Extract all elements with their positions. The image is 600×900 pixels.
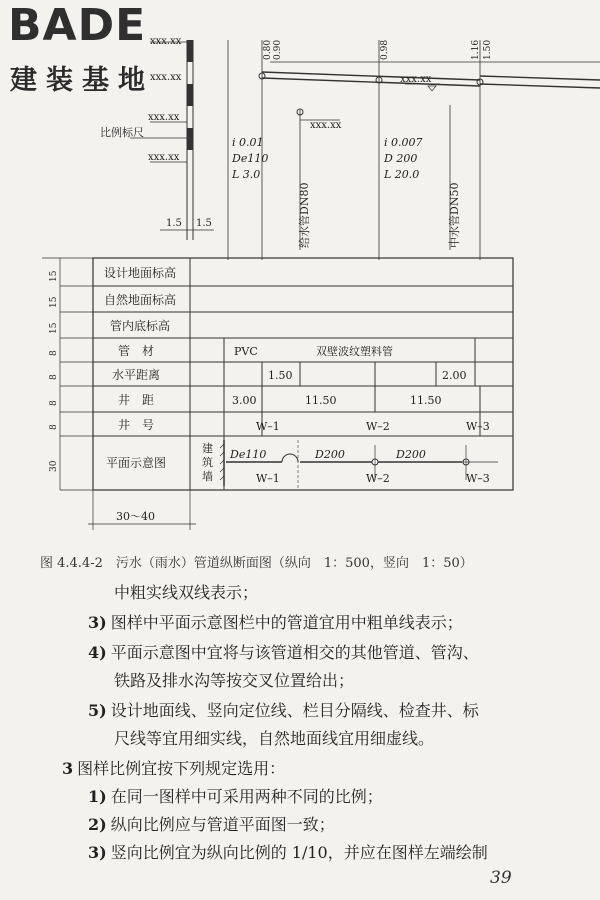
scale-ruler <box>100 36 214 240</box>
reclaimed-pipe-label: 中水管DN50 <box>448 182 461 248</box>
paragraph-line: 5) 设计地面线、竖向定位线、栏目分隔线、检查井、标 <box>88 701 479 720</box>
paragraph-line: 3) 图样中平面示意图栏中的管道宜用中粗单线表示； <box>88 613 463 632</box>
scale-mark: xxx.xx <box>148 112 180 123</box>
wall-label: 建 <box>202 442 213 455</box>
figure-caption: 图 4.4.4-2 污水（雨水）管道纵断面图（纵向 1：500，竖向 1：50） <box>40 556 473 571</box>
scale-dim-left: 1.5 <box>166 218 182 229</box>
level-mark: xxx.xx <box>310 120 342 131</box>
row-label: 管内底标高 <box>110 319 171 333</box>
row-label: 管 材 <box>118 344 155 358</box>
elev-label: 0.90 <box>273 39 283 60</box>
scale-label: 比例标尺 <box>100 126 144 139</box>
row-label: 井 号 <box>118 418 155 432</box>
plan-pipe-label: D200 <box>396 448 426 461</box>
well-spacing: 11.50 <box>410 394 442 407</box>
well-spacing: 11.50 <box>305 394 337 407</box>
paragraph-line: 3) 竖向比例宜为纵向比例的 1/10，并应在图样左端绘制 <box>88 843 488 862</box>
material-pvc: PVC <box>234 345 258 358</box>
row-height: 8 <box>49 424 59 430</box>
well-number: W–2 <box>366 420 390 433</box>
scale-dim-right: 1.5 <box>196 218 212 229</box>
row-label: 井 距 <box>118 393 155 407</box>
paragraph-line: 中粗实线双线表示； <box>114 583 259 602</box>
plan-well-label: W–1 <box>256 472 280 485</box>
scale-mark: xxx.xx <box>150 72 182 83</box>
plan-pipe-label: D200 <box>315 448 345 461</box>
row-height: 15 <box>49 296 59 308</box>
water-pipe-label: 给水管DN80 <box>298 182 311 248</box>
row-label: 设计地面标高 <box>104 266 177 280</box>
row-height: 30 <box>49 460 59 472</box>
horizontal-distance: 2.00 <box>442 369 467 382</box>
row-height: 8 <box>49 400 59 406</box>
elev-label: 1.16 <box>471 39 481 60</box>
elev-label: 1.50 <box>483 39 493 60</box>
paragraph-line: 4) 平面示意图中宜将与该管道相交的其他管道、管沟、 <box>88 643 479 662</box>
well-number: W–3 <box>466 420 490 433</box>
row-label: 平面示意图 <box>106 456 167 470</box>
material-hdpe: 双壁波纹塑料管 <box>316 345 393 358</box>
seg1-length: L 3.0 <box>232 168 261 181</box>
seg2-length: L 20.0 <box>384 168 420 181</box>
paragraph-line: 2) 纵向比例应与管道平面图一致； <box>88 815 335 834</box>
row-height: 8 <box>49 350 59 356</box>
row-height: 8 <box>49 374 59 380</box>
plan-pipe-label: De110 <box>230 448 267 461</box>
well-number: W–1 <box>256 420 280 433</box>
logo-mark: BADE <box>8 0 147 51</box>
plan-well-label: W–3 <box>466 472 490 485</box>
seg1-diameter: De110 <box>232 152 269 165</box>
profile-lines <box>228 40 600 260</box>
elev-label: 0.98 <box>380 39 390 60</box>
page-number: 39 <box>490 868 512 888</box>
plan-well-label: W–2 <box>366 472 390 485</box>
paragraph-line: 1) 在同一图样中可采用两种不同的比例； <box>88 787 383 806</box>
paragraph-line: 3 图样比例宜按下列规定选用： <box>62 759 286 778</box>
paragraph-line: 铁路及排水沟等按交叉位置给出； <box>114 671 355 690</box>
wall-label: 筑 <box>202 456 213 469</box>
seg1-slope: i 0.01 <box>232 136 264 149</box>
logo-subtitle: 建装基地 <box>10 65 154 96</box>
seg2-slope: i 0.007 <box>384 136 423 149</box>
scale-mark: xxx.xx <box>150 36 182 47</box>
elev-label: 0.80 <box>263 39 273 60</box>
width-dim-label: 30～40 <box>116 510 155 523</box>
row-height: 15 <box>49 270 59 282</box>
row-label: 自然地面标高 <box>104 293 177 307</box>
paragraph-line: 尺线等宜用细实线，自然地面线宜用细虚线。 <box>114 729 435 748</box>
horizontal-distance: 1.50 <box>268 369 293 382</box>
well-spacing: 3.00 <box>232 394 257 407</box>
scale-mark: xxx.xx <box>148 152 180 163</box>
row-height: 15 <box>49 322 59 334</box>
seg2-diameter: D 200 <box>384 152 418 165</box>
wall-label: 墙 <box>202 470 213 483</box>
level-mark: xxx.xx <box>400 74 432 85</box>
row-label: 水平距离 <box>112 368 161 382</box>
